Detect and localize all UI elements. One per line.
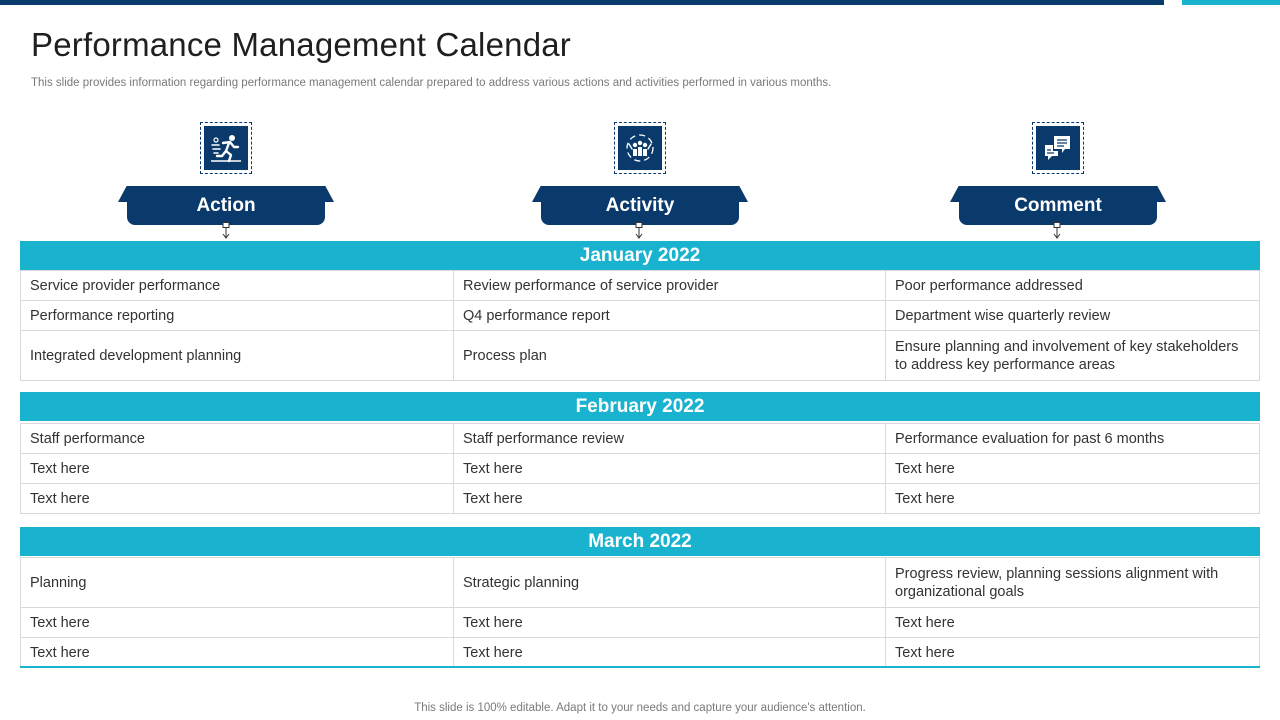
- table-cell: Planning: [21, 558, 454, 608]
- table-cell: Progress review, planning sessions alignment with organizational goals: [886, 558, 1260, 608]
- table-row: [21, 271, 1260, 301]
- table-cell: Text here: [454, 484, 886, 514]
- header-action: [118, 186, 334, 226]
- table-cell: Performance reporting: [21, 301, 454, 331]
- table-row: [21, 301, 1260, 331]
- top-accent-bar-dark: [0, 0, 1164, 5]
- table-cell: Q4 performance report: [454, 301, 886, 331]
- header-activity: [532, 186, 748, 226]
- table-row: [21, 424, 1260, 454]
- footer-note: This slide is 100% editable. Adapt it to your needs and capture your audience's attention.: [414, 702, 866, 714]
- table-row: [21, 608, 1260, 638]
- month-header-march: March 2022: [20, 527, 1260, 556]
- table-row: [21, 454, 1260, 484]
- table-cell: Text here: [21, 638, 454, 668]
- table-bottom-accent: [20, 666, 1260, 668]
- header-action-label: Action: [127, 186, 325, 225]
- table-cell: Department wise quarterly review: [886, 301, 1260, 331]
- comment-icon-box: [1032, 122, 1084, 174]
- table-cell: Text here: [886, 638, 1260, 668]
- action-icon-box: [200, 122, 252, 174]
- table-row: [21, 558, 1260, 608]
- table-row: [21, 331, 1260, 381]
- team-cycle-icon: [624, 132, 656, 164]
- table-cell: Text here: [21, 608, 454, 638]
- table-cell: Staff performance: [21, 424, 454, 454]
- month-table-february: [20, 423, 1260, 514]
- top-accent-bar-light: [1182, 0, 1280, 5]
- table-row: [21, 638, 1260, 668]
- table-cell: Strategic planning: [454, 558, 886, 608]
- month-header-january: January 2022: [20, 241, 1260, 270]
- page-subtitle: This slide provides information regarding performance management calendar prepared to address various actions and activities performed in various months.: [31, 77, 832, 89]
- table-cell: Text here: [886, 608, 1260, 638]
- table-cell: Integrated development planning: [21, 331, 454, 381]
- connector-arrow-icon: [1053, 222, 1061, 240]
- table-cell: Text here: [454, 608, 886, 638]
- table-cell: Text here: [886, 454, 1260, 484]
- table-cell: Performance evaluation for past 6 months: [886, 424, 1260, 454]
- month-table-march: [20, 557, 1260, 668]
- connector-arrow-icon: [222, 222, 230, 240]
- activity-icon-box: [614, 122, 666, 174]
- table-cell: Staff performance review: [454, 424, 886, 454]
- month-header-february: February 2022: [20, 392, 1260, 421]
- table-cell: Process plan: [454, 331, 886, 381]
- table-cell: Text here: [454, 638, 886, 668]
- header-comment: [950, 186, 1166, 226]
- table-cell: Text here: [21, 484, 454, 514]
- table-cell: Service provider performance: [21, 271, 454, 301]
- table-cell: Ensure planning and involvement of key stakeholders to address key performance areas: [886, 331, 1260, 381]
- table-row: [21, 484, 1260, 514]
- table-cell: Text here: [454, 454, 886, 484]
- header-activity-label: Activity: [541, 186, 739, 225]
- table-cell: Poor performance addressed: [886, 271, 1260, 301]
- running-person-icon: [210, 132, 242, 164]
- table-cell: Text here: [886, 484, 1260, 514]
- table-cell: Text here: [21, 454, 454, 484]
- month-table-january: [20, 270, 1260, 381]
- table-cell: Review performance of service provider: [454, 271, 886, 301]
- connector-arrow-icon: [635, 222, 643, 240]
- header-comment-label: Comment: [959, 186, 1157, 225]
- page-title: Performance Management Calendar: [31, 26, 571, 63]
- chat-bubbles-icon: [1042, 132, 1074, 164]
